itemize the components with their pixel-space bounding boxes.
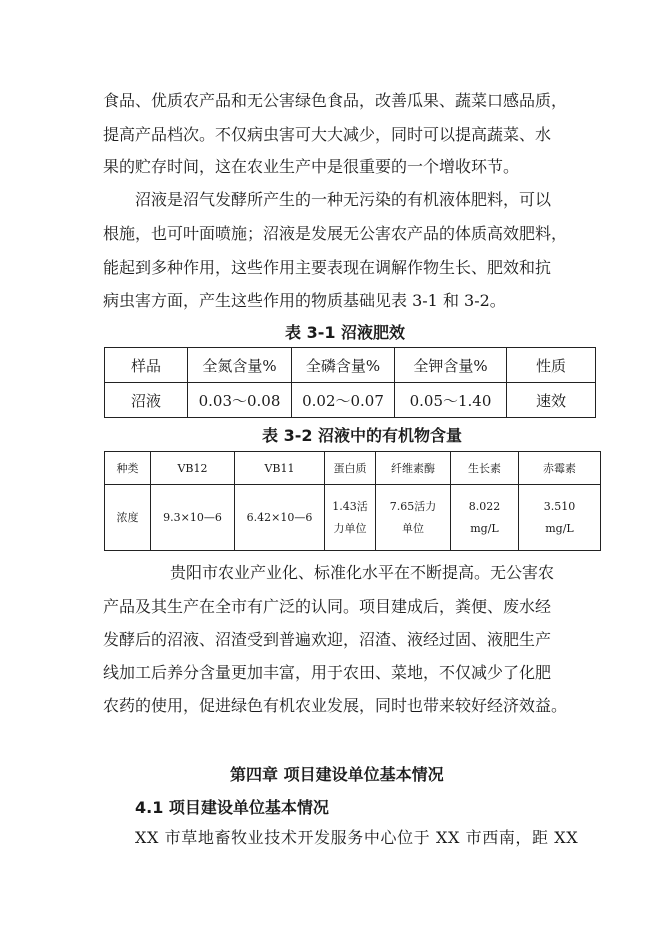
cell-gibberellin <box>519 485 601 551</box>
header-sample: 样品 <box>105 348 188 383</box>
cell-vb11: 6.42×10—6 <box>235 485 325 551</box>
cell-vb12: 9.3×10—6 <box>151 485 235 551</box>
table-row <box>105 485 601 551</box>
cell-cellulase-line-1: 7.65活力 <box>389 499 437 513</box>
cell-cellulase-line-2: 单位 <box>402 521 424 535</box>
paragraph-2-line-1: 沼液是沼气发酵所产生的一种无污染的有机液体肥料，可以 <box>135 190 552 209</box>
table-header-row <box>105 348 596 383</box>
paragraph-4-line-1: XX 市草地畜牧业技术开发服务中心位于 XX 市西南，距 XX <box>135 828 579 847</box>
fertilizer-efficiency-table <box>104 347 596 418</box>
cell-auxin-line-1: 8.022 <box>468 499 501 513</box>
cell-auxin-line-2: mg/L <box>470 521 499 535</box>
header-vb12: VB12 <box>151 452 235 485</box>
table-row <box>105 383 596 418</box>
paragraph-2-line-3: 能起到多种作用，这些作用主要表现在调解作物生长、肥效和抗 <box>103 258 552 277</box>
header-protein: 蛋白质 <box>325 452 376 485</box>
table-header-row <box>105 452 601 485</box>
cell-gibberellin-line-2: mg/L <box>545 521 574 535</box>
paragraph-1-line-2: 提高产品档次。不仅病虫害可大大减少，同时可以提高蔬菜、水 <box>103 125 552 144</box>
header-total-phosphorus: 全磷含量% <box>292 348 395 383</box>
cell-total-potassium: 0.05～1.40 <box>395 383 507 418</box>
paragraph-3-line-5: 农药的使用，促进绿色有机农业发展，同时也带来较好经济效益。 <box>103 696 568 715</box>
paragraph-2-line-4: 病虫害方面，产生这些作用的物质基础见表 3-1 和 3-2。 <box>103 291 506 310</box>
table-2-caption: 表 3-2 沼液中的有机物含量 <box>262 426 463 445</box>
header-total-nitrogen: 全氮含量% <box>188 348 292 383</box>
cell-total-nitrogen: 0.03～0.08 <box>188 383 292 418</box>
cell-property: 速效 <box>507 383 596 418</box>
cell-protein-line-1: 1.43活 <box>332 499 368 513</box>
paragraph-1-line-1: 食品、优质农产品和无公害绿色食品，改善瓜果、蔬菜口感品质， <box>103 91 568 110</box>
header-auxin: 生长素 <box>451 452 519 485</box>
cell-cellulase <box>376 485 451 551</box>
header-gibberellin: 赤霉素 <box>519 452 601 485</box>
chapter-title: 第四章 项目建设单位基本情况 <box>230 765 444 784</box>
cell-concentration-label: 浓度 <box>105 485 151 551</box>
header-type: 种类 <box>105 452 151 485</box>
cell-protein <box>325 485 376 551</box>
table-1-caption: 表 3-1 沼液肥效 <box>285 323 406 342</box>
paragraph-3-line-3: 发酵后的沼液、沼渣受到普遍欢迎，沼渣、液经过固、液肥生产 <box>103 630 552 649</box>
header-vb11: VB11 <box>235 452 325 485</box>
cell-total-phosphorus: 0.02～0.07 <box>292 383 395 418</box>
paragraph-2-line-2: 根施，也可叶面喷施；沼液是发展无公害农产品的体质高效肥料， <box>103 224 568 243</box>
cell-protein-line-2: 力单位 <box>333 521 367 535</box>
header-property: 性质 <box>507 348 596 383</box>
paragraph-1-line-3: 果的贮存时间，这在农业生产中是很重要的一个增收环节。 <box>103 157 520 176</box>
paragraph-3-line-1: 贵阳市农业产业化、标准化水平在不断提高。无公害农 <box>170 563 555 582</box>
organic-content-table <box>104 451 601 551</box>
paragraph-3-line-2: 产品及其生产在全市有广泛的认同。项目建成后，粪便、废水经 <box>103 597 552 616</box>
cell-auxin <box>451 485 519 551</box>
section-title: 4.1 项目建设单位基本情况 <box>135 798 329 817</box>
paragraph-3-line-4: 线加工后养分含量更加丰富，用于农田、菜地，不仅减少了化肥 <box>103 663 552 682</box>
header-total-potassium: 全钾含量% <box>395 348 507 383</box>
header-cellulase: 纤维素酶 <box>376 452 451 485</box>
cell-sample: 沼液 <box>105 383 188 418</box>
cell-gibberellin-line-1: 3.510 <box>543 499 576 513</box>
